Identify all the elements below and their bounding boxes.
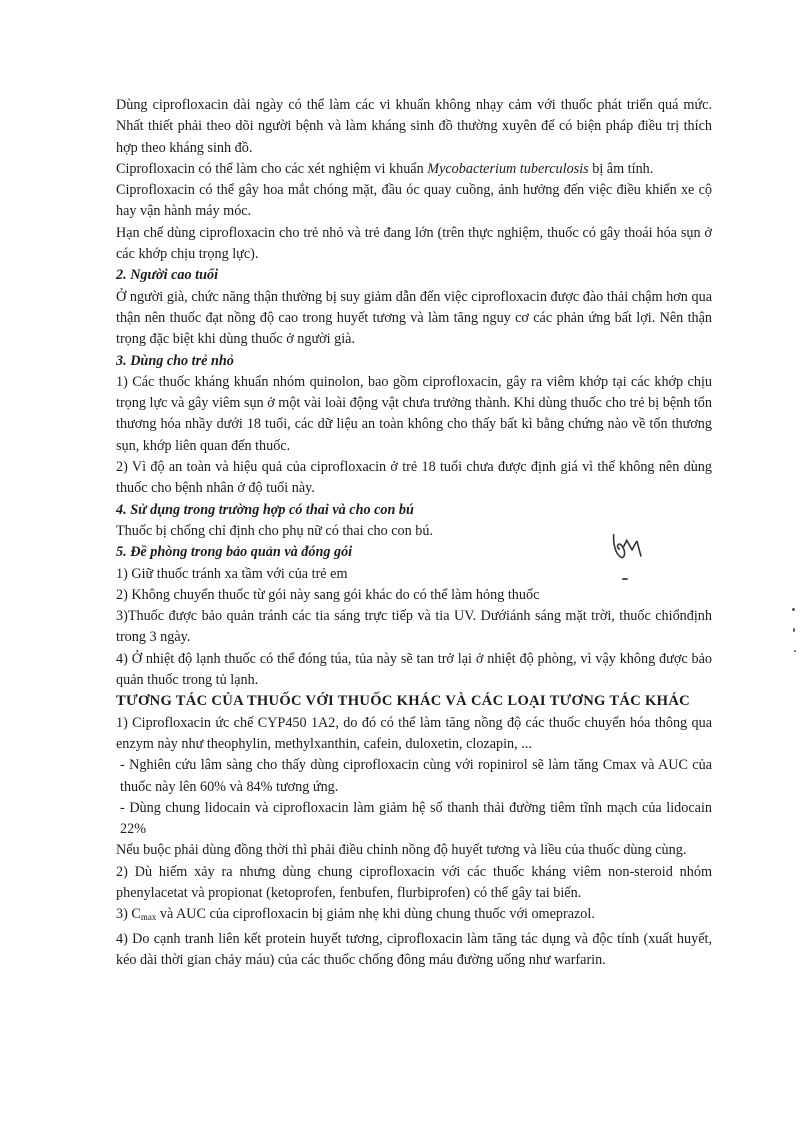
interaction-text: 4) Do cạnh tranh liên kết protein huyết tương, ciprofloxacin làm tăng tác dụng và độc tính (xuất huyết, kéo dài thời gian chảy máu) của các thuốc chống đông máu đường uống như warfarin. xyxy=(116,930,712,968)
handwritten-initials xyxy=(607,525,653,573)
list-item: 3)Thuốc được bảo quản tránh các tia sáng trực tiếp và tia UV. Dướiánh sáng mặt trời, thuốc chiổnđịnh trong 3 ngày. xyxy=(116,608,712,646)
section-heading-pregnancy: 4. Sử dụng trong trường hợp có thai và cho con bú xyxy=(116,501,414,518)
paragraph-tb-test: Ciprofloxacin có thể làm cho các xét nghiệm vi khuẩn Mycobacterium tuberculosis bị âm tính. xyxy=(116,160,654,177)
scan-speck xyxy=(793,628,795,632)
paragraph-long-term-use: Dùng ciprofloxacin dài ngày có thể làm các vi khuẩn không nhạy cảm với thuốc phát triển quá mức. Nhất thiết phải theo dõi người bệnh và làm kháng sinh đồ thường xuyên để có biện pháp điều trị thích hợp theo kháng sinh đồ. xyxy=(116,97,712,156)
interaction-text-cmax: 3) $C_{max}$ và AUC của ciprofloxacin bị giảm nhẹ khi dùng chung thuốc với omeprazol. xyxy=(116,906,595,923)
species-name: Mycobacterium tuberculosis xyxy=(427,160,589,177)
section-heading-children: 3. Dùng cho trẻ nhỏ xyxy=(116,352,234,369)
list-item: 2) Vì độ an toàn và hiệu quả của ciprofloxacin ở trẻ 18 tuổi chưa được định giá vì thế không nên dùng thuốc cho bệnh nhân ở độ tuổi này. xyxy=(116,459,712,497)
signature-scribble-icon xyxy=(607,525,652,566)
interaction-text: Nếu buộc phải dùng đồng thời thì phải điều chỉnh nồng độ huyết tương và liều của thuốc dùng cùng. xyxy=(116,842,687,859)
interaction-text: 1) Ciprofloxacin ức chế CYP450 1A2, do đó có thể làm tăng nồng độ các thuốc chuyển hóa thông qua enzym này như theophylin, methylxanthin, cafein, duloxetin, clozapin, ... xyxy=(116,714,712,752)
scan-speck xyxy=(792,608,795,611)
paragraph-children-limit: Hạn chế dùng ciprofloxacin cho trẻ nhỏ và trẻ đang lớn (trên thực nghiệm, thuốc có gây thoái hóa sụn ở các khớp chịu trọng lực). xyxy=(116,224,712,263)
section-heading-elderly: 2. Người cao tuổi xyxy=(116,267,219,284)
section-heading-storage: 5. Đề phòng trong bảo quản và đóng gói xyxy=(116,544,353,561)
section-text-pregnancy: Thuốc bị chống chỉ định cho phụ nữ có thai cho con bú. xyxy=(116,522,433,539)
list-item: 1) Giữ thuốc tránh xa tầm với của trẻ em xyxy=(116,565,348,582)
section-heading-interactions: TƯƠNG TÁC CỦA THUỐC VỚI THUỐC KHÁC VÀ CÁC LOẠI TƯƠNG TÁC KHÁC xyxy=(116,693,691,710)
list-item: 1) Các thuốc kháng khuẩn nhóm quinolon, bao gồm ciprofloxacin, gây ra viêm khớp tại các khớp chịu trọng lực và gây viêm sụn ở một vài loài động vật chưa trưởng thành. Khi dùng thuốc cho trẻ bị bệnh tổn thương hóa nhầy dưới 18 tuổi, các dữ liệu an toàn không cho thấy bất kì bằng chứng nào về tổn thương sụn, khớp liên quan đến thuốc. xyxy=(116,373,712,454)
list-item: 4) Ở nhiệt độ lạnh thuốc có thể đóng túa, tủa này sẽ tan trở lại ở nhiệt độ phòng, vì vậy không được bảo quản thuốc trong tủ lạnh. xyxy=(116,650,712,689)
scan-speck xyxy=(622,578,628,580)
interaction-bullet: - Nghiên cứu lâm sàng cho thấy dùng ciprofloxacin cùng với ropinirol sẽ làm tăng Cmax và AUC của thuốc này lên 60% và 84% tương ứng. xyxy=(120,757,712,795)
list-item: 2) Không chuyển thuốc từ gói này sang gói khác do có thể làm hỏng thuốc xyxy=(116,586,540,603)
scan-speck xyxy=(794,650,796,652)
interaction-bullet: - Dùng chung lidocain và ciprofloxacin làm giảm hệ số thanh thải đường tiêm tĩnh mạch của lidocain 22% xyxy=(120,799,712,838)
interaction-text: 2) Dù hiếm xảy ra nhưng dùng chung ciprofloxacin với các thuốc kháng viêm non-steroid nhóm phenylacetat và propionat (ketoprofen, fenbufen, flurbiprofen) có thể gây tai biến. xyxy=(116,863,712,901)
paragraph-dizziness: Ciprofloxacin có thể gây hoa mắt chóng mặt, đầu óc quay cuồng, ảnh hưởng đến việc điều khiển xe cộ hay vận hành máy móc. xyxy=(116,182,712,220)
section-text-elderly: Ở người già, chức năng thận thường bị suy giảm dẫn đến việc ciprofloxacin được đào thải chậm hơn qua thận nên thuốc đạt nồng độ cao trong huyết tương và làm tăng nguy cơ các phản ứng bất lợi. Nên thận trọng đặc biệt khi dùng thuốc ở người già. xyxy=(116,288,712,348)
